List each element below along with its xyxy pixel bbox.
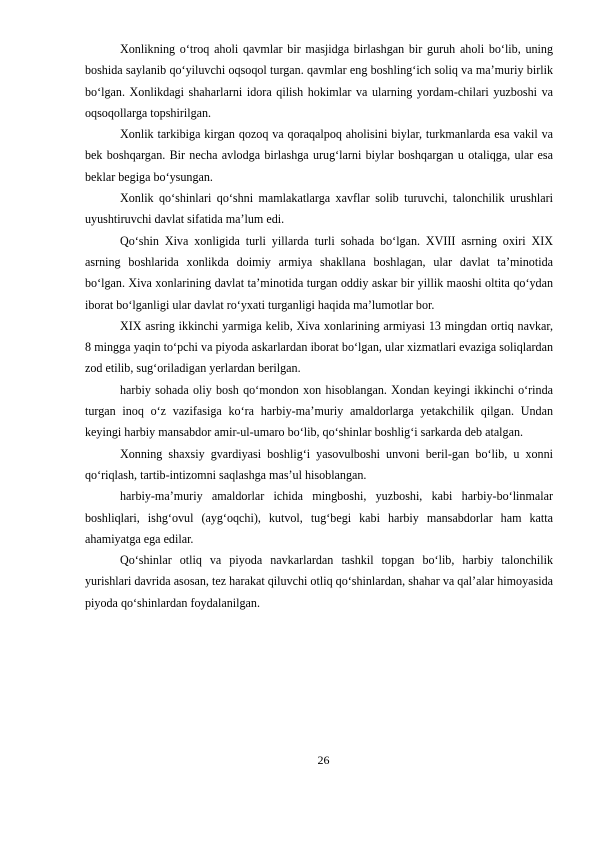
paragraph: Xonlikning o‘troq aholi qavmlar bir masjidga birlashgan bir guruh aholi bo‘lib, uning boshida saylanib qo‘yiluvchi oqsoqol turgan. qavmlar eng boshling‘ich soliq va ma’muriy birlik bo‘lgan. Xonlikdagi shaharlarni idora qilish hokimlar va ularning yordam-chilari yuzboshi va oqsoqollarga topshirilgan. <box>85 42 553 120</box>
paragraph: Qo‘shinlar otliq va piyoda navkarlardan tashkil topgan bo‘lib, harbiy talonchilik yurishlari davrida asosan, tez harakat qiluvchi otliq qo‘shinlardan, shahar va qal’alar himoyasida piyoda qo‘shinlardan foydalanilgan. <box>85 553 553 610</box>
paragraph: Xonlik tarkibiga kirgan qozoq va qoraqalpoq aholisini biylar, turkmanlarda esa vakil va bek boshqargan. Bir necha avlodga birlashga urug‘larni biylar boshqargan u otaliqga, ular esa beklar begiga bo‘ysungan. <box>85 127 553 184</box>
paragraph: harbiy sohada oliy bosh qo‘mondon xon hisoblangan. Xondan keyingi ikkinchi o‘rinda turgan inoq o‘z vazifasiga ko‘ra harbiy-ma’muriy amaldorlarga yetakchilik qilgan. Undan keyingi harbiy mansabdor amir-ul-umaro bo‘lib, qo‘shinlar boshlig‘i sarkarda deb atalgan. <box>85 382 553 440</box>
paragraph: harbiy-ma’muriy amaldorlar ichida mingboshi, yuzboshi, kabi harbiy-bo‘linmalar boshliqlari, ishg‘ovul (ayg‘oqchi), kutvol, tug‘begi kabi harbiy mansabdorlar ham katta ahamiyatga ega edilar. <box>85 489 553 546</box>
document-body <box>85 39 553 614</box>
paragraph: Xonlik qo‘shinlari qo‘shni mamlakatlarga xavflar solib turuvchi, talonchilik urushlari uyushtiruvchi davlat sifatida ma’lum edi. <box>85 191 553 227</box>
page-number: 26 <box>317 753 330 767</box>
paragraph: Xonning shaxsiy gvardiyasi boshlig‘i yasovulboshi unvoni beril-gan bo‘lib, u xonni qo‘riqlash, tartib-intizomni saqlashga mas’ul hisoblangan. <box>85 446 553 482</box>
paragraph: Qo‘shin Xiva xonligida turli yillarda turli sohada bo‘lgan. XVIII asrning oxiri XIX asrning boshlarida xonlikda doimiy armiya shakllana boshlagan, ular davlat ta’minotida bo‘lgan. Xiva xonlarining davlat ta’minotida turgan oddiy askar bir yillik maoshi oltita qo‘ydan iborat bo‘lganligi ular davlat ro‘yxati turganligi haqida ma’lumotlar bor. <box>85 233 553 312</box>
paragraph: XIX asring ikkinchi yarmiga kelib, Xiva xonlarining armiyasi 13 mingdan ortiq navkar, 8 mingga yaqin to‘pchi va piyoda askarlardan iborat bo‘lgan, ular xizmatlari evaziga soliqlardan zod etilib, sug‘oriladigan yerlardan berilgan. <box>85 318 553 376</box>
